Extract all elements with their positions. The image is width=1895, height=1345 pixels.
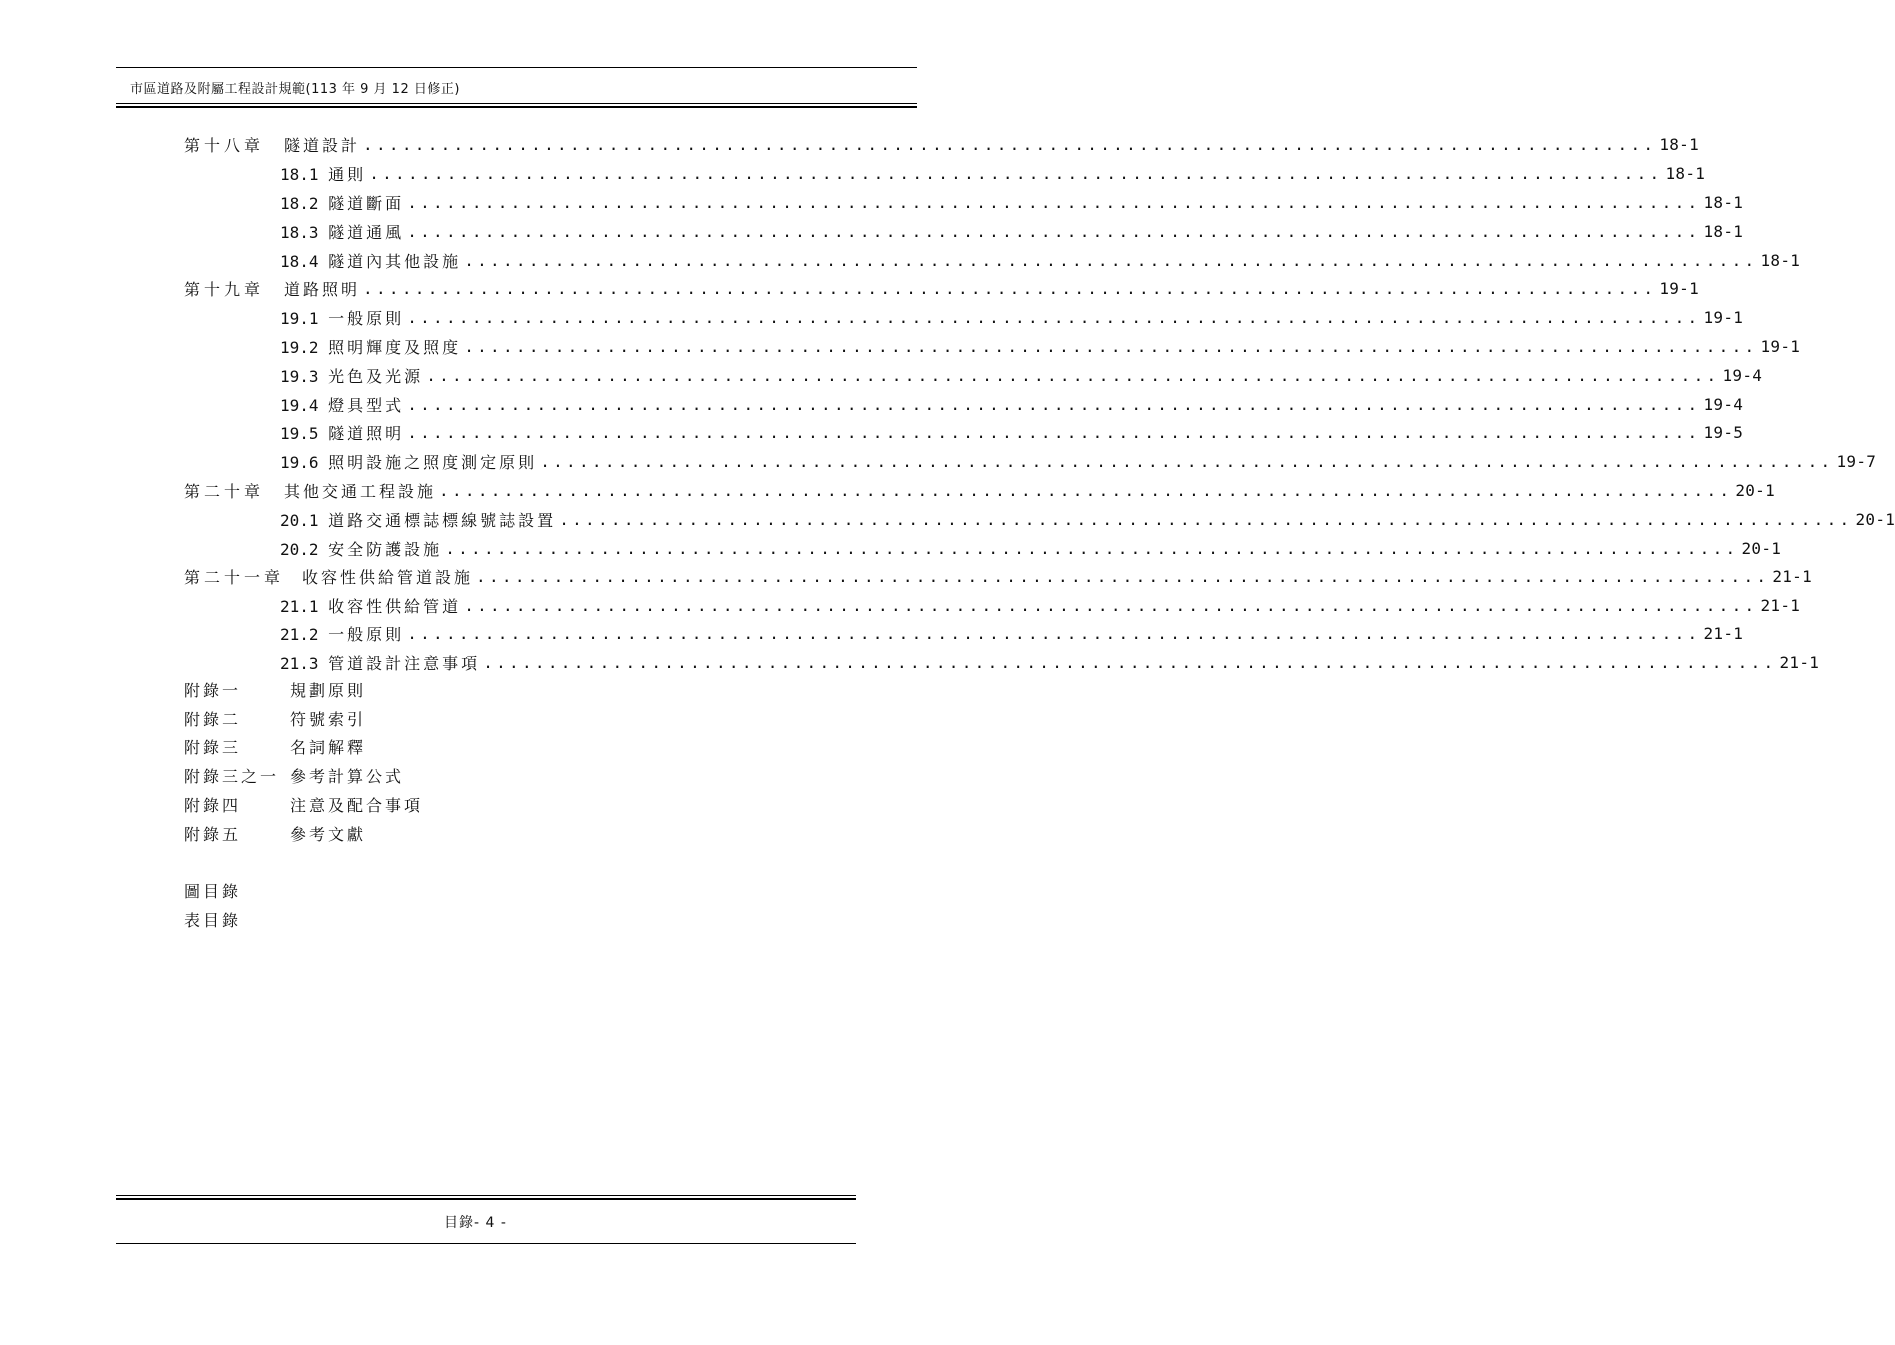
- appendix-label: 附錄二: [184, 710, 242, 729]
- section-number: 18.3: [280, 222, 319, 242]
- toc-entry[interactable]: [0, 534, 1782, 562]
- footer-rule-bottom: [116, 1243, 856, 1244]
- entry-title: 燈具型式: [328, 395, 405, 415]
- leader-dots: ....................................................................................................: [483, 652, 1777, 672]
- toc-entry[interactable]: [0, 619, 1744, 647]
- toc-entry[interactable]: [0, 303, 1744, 331]
- section-number: 19.6: [280, 452, 319, 472]
- toc-entry[interactable]: [0, 361, 1763, 389]
- toc-entry[interactable]: [0, 418, 1744, 446]
- section-number: 21.3: [280, 653, 319, 673]
- entry-page: 19-7: [1836, 451, 1877, 471]
- entry-title: 道路交通標誌標線號誌設置: [328, 510, 557, 530]
- entry-title: 隧道內其他設施: [328, 251, 462, 271]
- appendix-label: 附錄一: [184, 681, 242, 700]
- toc-entry[interactable]: [0, 159, 1706, 187]
- entry-title: 收容性供給管道設施: [302, 567, 474, 587]
- entry-page: 20-1: [1741, 538, 1782, 558]
- chapter-label: 第二十章: [184, 481, 265, 501]
- appendix-label: 附錄四: [184, 796, 242, 815]
- entry-page: 19-1: [1703, 307, 1744, 327]
- toc-entry[interactable]: [0, 476, 1776, 504]
- leader-dots: ....................................................................................................: [363, 134, 1657, 154]
- appendix-entry[interactable]: [184, 734, 241, 762]
- entry-page: 18-1: [1659, 134, 1700, 154]
- leader-dots: ....................................................................................................: [407, 394, 1701, 414]
- leader-dots: ....................................................................................................: [464, 250, 1758, 270]
- section-number: 20.1: [280, 510, 319, 530]
- section-number: 18.2: [280, 193, 319, 213]
- leader-dots: ....................................................................................................: [439, 480, 1733, 500]
- leader-dots: ....................................................................................................: [476, 566, 1770, 586]
- appendix-label: 附錄三之一: [184, 767, 280, 786]
- entry-title: 收容性供給管道: [328, 596, 462, 616]
- entry-title: 安全防護設施: [328, 539, 443, 559]
- entry-page: 19-1: [1659, 278, 1700, 298]
- appendix-entry[interactable]: [184, 706, 241, 734]
- toc-entry[interactable]: [0, 130, 1700, 158]
- footer-rule-top: [116, 1195, 856, 1196]
- entry-title: 光色及光源: [328, 366, 424, 386]
- appendix-label: 附錄三: [184, 738, 242, 757]
- entry-title: 隧道設計: [284, 135, 361, 155]
- leader-dots: ....................................................................................................: [407, 307, 1701, 327]
- entry-page: 20-1: [1735, 480, 1776, 500]
- footer-rule-top-thick: [116, 1198, 856, 1200]
- toc-entry[interactable]: [0, 332, 1801, 360]
- entry-page: 18-1: [1703, 192, 1744, 212]
- entry-page: 19-4: [1703, 394, 1744, 414]
- chapter-label: 第二十一章: [184, 567, 285, 587]
- leader-dots: ....................................................................................................: [407, 221, 1701, 241]
- toc-entry[interactable]: [0, 447, 1877, 475]
- section-number: 20.2: [280, 539, 319, 559]
- appendix-entry[interactable]: [184, 677, 241, 705]
- toc-entry[interactable]: [0, 390, 1744, 418]
- section-number: 19.3: [280, 366, 319, 386]
- toc-entry[interactable]: [0, 188, 1744, 216]
- toc-entry[interactable]: [0, 274, 1700, 302]
- entry-title: 通則: [328, 164, 367, 184]
- header-rule-bottom-thick: [116, 106, 917, 108]
- toc-entry[interactable]: [0, 246, 1801, 274]
- toc-entry[interactable]: [0, 562, 1813, 590]
- leader-dots: ....................................................................................................: [464, 595, 1758, 615]
- appendix-title[interactable]: 注意及配合事項: [290, 796, 424, 815]
- entry-title: 道路照明: [284, 279, 361, 299]
- appendix-entry[interactable]: [184, 763, 279, 791]
- leader-dots: ....................................................................................................: [407, 623, 1701, 643]
- entry-page: 18-1: [1665, 163, 1706, 183]
- section-number: 18.4: [280, 251, 319, 271]
- entry-page: 19-1: [1760, 336, 1801, 356]
- leader-dots: ....................................................................................................: [369, 163, 1663, 183]
- toc-entry[interactable]: [0, 591, 1801, 619]
- entry-title: 隧道通風: [328, 222, 405, 242]
- appendix-title[interactable]: 符號索引: [290, 710, 367, 729]
- toc-entry[interactable]: [0, 505, 1895, 533]
- entry-title: 一般原則: [328, 308, 405, 328]
- section-number: 18.1: [280, 164, 319, 184]
- leader-dots: ....................................................................................................: [464, 336, 1758, 356]
- entry-page: 19-4: [1722, 365, 1763, 385]
- leader-dots: ....................................................................................................: [426, 365, 1720, 385]
- entry-page: 21-1: [1772, 566, 1813, 586]
- section-number: 19.5: [280, 423, 319, 443]
- entry-page: 21-1: [1760, 595, 1801, 615]
- appendix-label: 附錄五: [184, 825, 242, 844]
- entry-title: 隧道照明: [328, 423, 405, 443]
- leader-dots: ....................................................................................................: [407, 192, 1701, 212]
- leader-dots: ....................................................................................................: [363, 278, 1657, 298]
- appendix-title[interactable]: 參考計算公式: [290, 767, 405, 786]
- entry-title: 一般原則: [328, 624, 405, 644]
- section-number: 19.4: [280, 395, 319, 415]
- chapter-label: 第十八章: [184, 135, 265, 155]
- appendix-entry[interactable]: [184, 792, 241, 820]
- section-number: 21.1: [280, 596, 319, 616]
- entry-page: 19-5: [1703, 422, 1744, 442]
- toc-entry[interactable]: [0, 648, 1820, 676]
- header-rule-top: [116, 67, 917, 68]
- entry-title: 管道設計注意事項: [328, 653, 481, 673]
- entry-page: 21-1: [1779, 652, 1820, 672]
- entry-title: 其他交通工程設施: [284, 481, 437, 501]
- appendix-title[interactable]: 名詞解釋: [290, 738, 367, 757]
- entry-title: 照明設施之照度測定原則: [328, 452, 538, 472]
- appendix-title[interactable]: 參考文獻: [290, 825, 367, 844]
- section-number: 19.1: [280, 308, 319, 328]
- running-header: 市區道路及附屬工程設計規範(113 年 9 月 12 日修正): [130, 82, 460, 97]
- entry-page: 18-1: [1703, 221, 1744, 241]
- entry-title: 照明輝度及照度: [328, 337, 462, 357]
- entry-page: 18-1: [1760, 250, 1801, 270]
- section-number: 19.2: [280, 337, 319, 357]
- header-rule-bottom: [116, 103, 917, 104]
- toc-entry[interactable]: [0, 217, 1744, 245]
- appendix-title[interactable]: 規劃原則: [290, 681, 367, 700]
- section-number: 21.2: [280, 624, 319, 644]
- entry-title: 隧道斷面: [328, 193, 405, 213]
- footer-page-number: 目錄- 4 -: [444, 1215, 507, 1231]
- entry-page: 21-1: [1703, 623, 1744, 643]
- list-of-tables-link[interactable]: 表目錄: [184, 911, 242, 930]
- leader-dots: ....................................................................................................: [445, 538, 1739, 558]
- leader-dots: ....................................................................................................: [540, 451, 1834, 471]
- list-of-figures-link[interactable]: 圖目錄: [184, 882, 242, 901]
- leader-dots: ....................................................................................................: [559, 509, 1853, 529]
- appendix-entry[interactable]: [184, 821, 241, 849]
- leader-dots: ....................................................................................................: [407, 422, 1701, 442]
- entry-page: 20-1: [1855, 509, 1895, 529]
- chapter-label: 第十九章: [184, 279, 265, 299]
